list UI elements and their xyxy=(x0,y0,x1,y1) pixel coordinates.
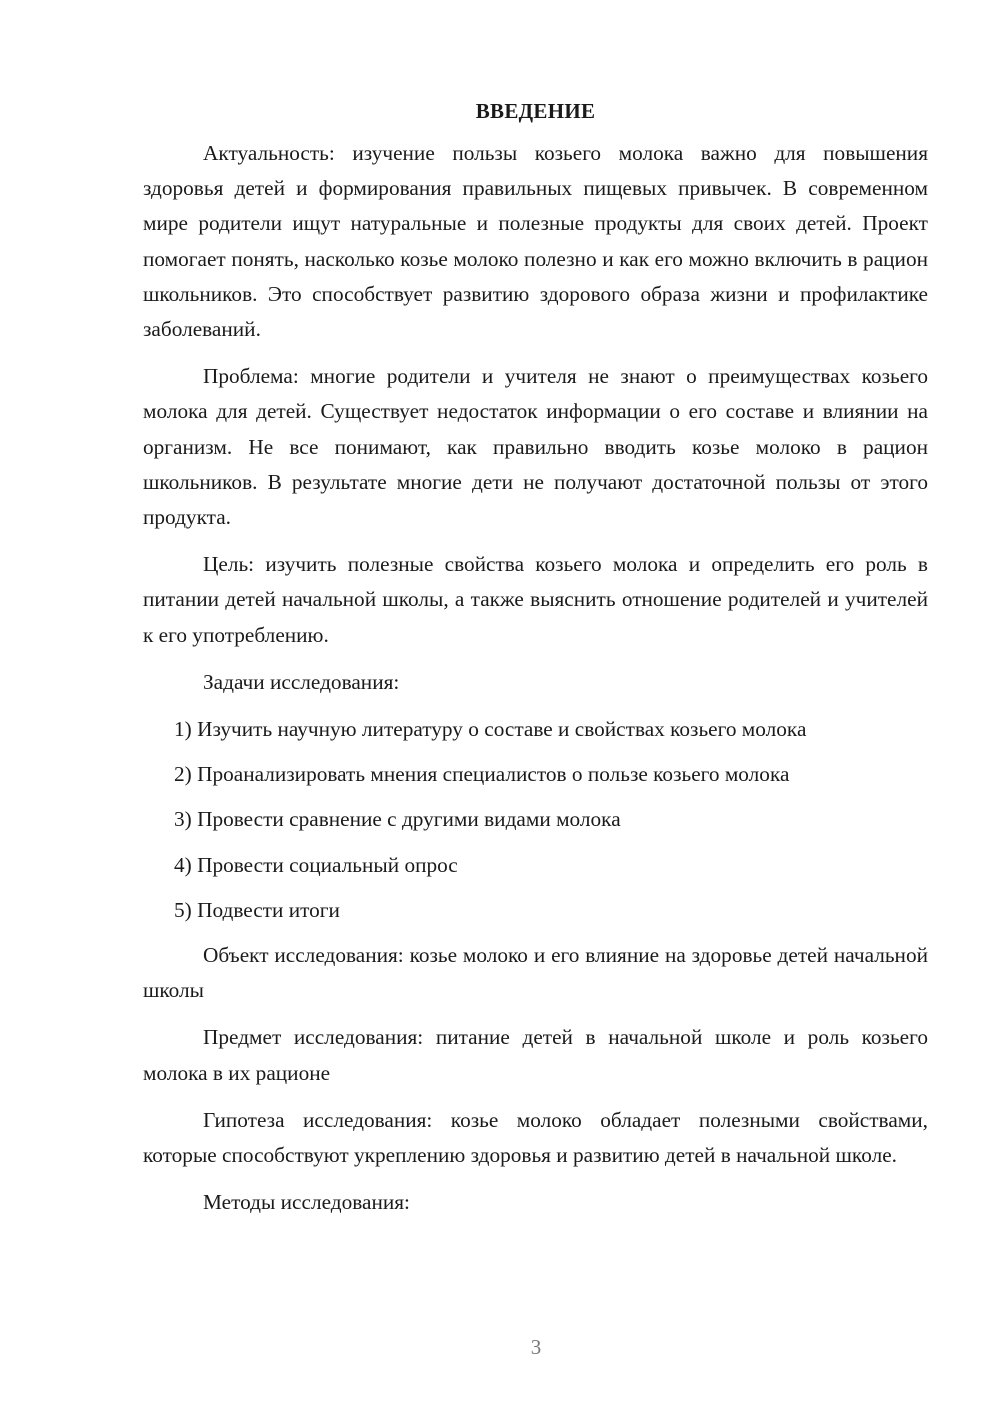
list-item: 2) Проанализировать мнения специалистов о пользе козьего молока xyxy=(174,762,790,787)
list-item: 4) Провести социальный опрос xyxy=(174,852,458,877)
paragraph-goal: Цель: изучить полезные свойства козьего молока и определить его роль в питании детей начальной школы, а также выяснить отношение родителей и учителей к его употреблению. xyxy=(143,552,928,647)
page-content xyxy=(143,96,928,1232)
list-item: 5) Подвести итоги xyxy=(174,897,340,922)
paragraph-problem: Проблема: многие родители и учителя не знают о преимуществах козьего молока для детей. Существует недостаток информации о его составе и влиянии на организм. Не все понимают, как правильно вводить козье молоко в рацион школьников. В результате многие дети не получают достаточной пользы от этого продукта. xyxy=(143,364,928,530)
tasks-list xyxy=(143,712,928,928)
page-number: 3 xyxy=(530,1335,542,1359)
paragraph-relevance: Актуальность: изучение пользы козьего молока важно для повышения здоровья детей и формирования правильных пищевых привычек. В современном мире родители ищут натуральные и полезные продукты для своих детей. Проект помогает понять, насколько козье молоко полезно и как его можно включить в рацион школьников. Это способствует развитию здорового образа жизни и профилактике заболеваний. xyxy=(143,141,928,342)
paragraph-tasks-heading: Задачи исследования: xyxy=(203,669,400,694)
list-item: 1) Изучить научную литературу о составе и свойствах козьего молока xyxy=(174,717,807,742)
section-title: ВВЕДЕНИЕ xyxy=(475,99,596,123)
list-item: 3) Провести сравнение с другими видами молока xyxy=(174,807,621,832)
paragraph-subject: Предмет исследования: питание детей в начальной школе и роль козьего молока в их рационе xyxy=(143,1025,928,1085)
paragraph-methods-heading: Методы исследования: xyxy=(203,1190,410,1215)
paragraph-hypothesis: Гипотеза исследования: козье молоко обладает полезными свойствами, которые способствуют укреплению здоровья и развитию детей в начальной школе. xyxy=(143,1107,928,1168)
paragraph-object: Объект исследования: козье молоко и его влияние на здоровье детей начальной школы xyxy=(143,943,928,1003)
